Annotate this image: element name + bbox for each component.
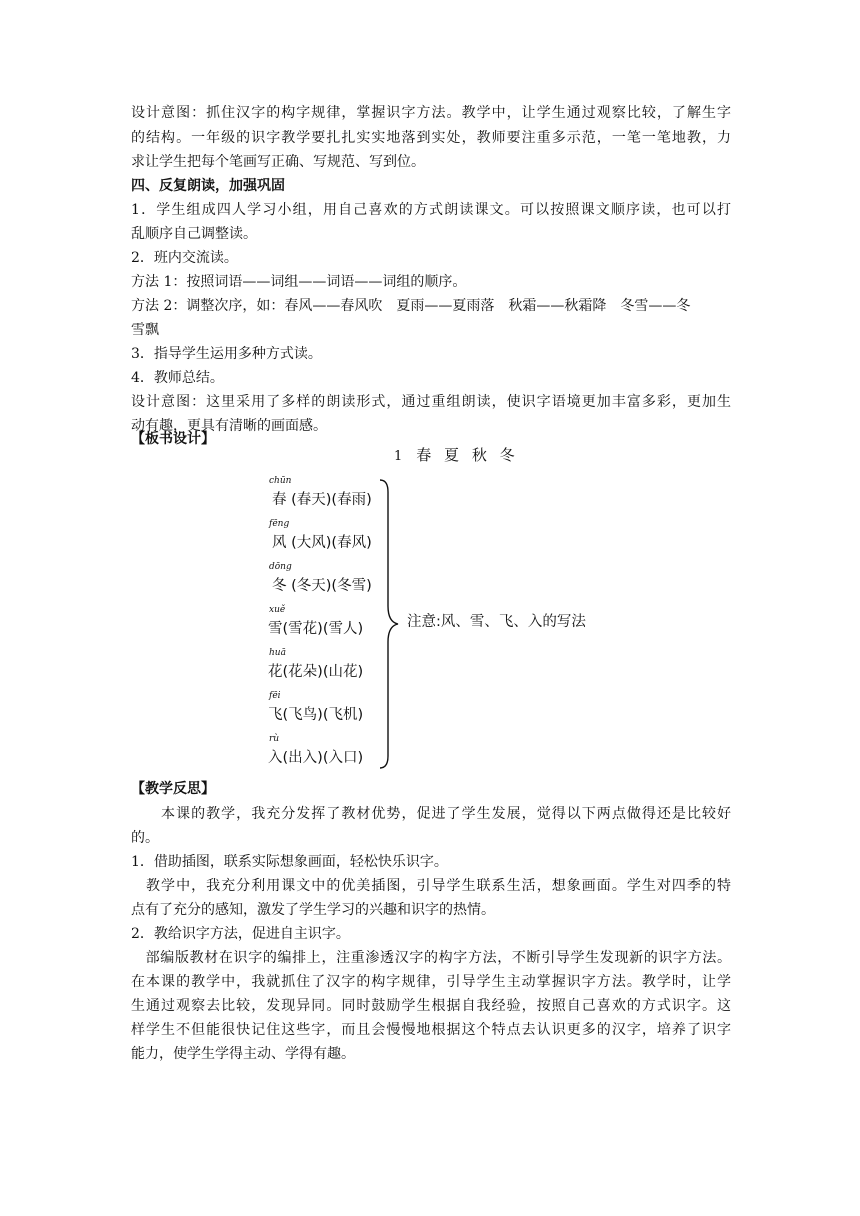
method-2-line-1: 方法 2：调整次序，如：春风——春风吹 夏雨——夏雨落 秋霜——秋霜降 冬雪——冬 — [131, 298, 691, 314]
section-4-heading: 四、反复朗读，加强巩固 — [131, 178, 285, 194]
design-intent-1-line-2: 的结构。一年级的识字教学要扎扎实实地落到实处，教师要注重多示范，一笔一笔地教，力 — [131, 130, 731, 146]
design-intent-1-line-3: 求让学生把每个笔画写正确、写规范、写到位。 — [131, 154, 425, 170]
reflection-point-2-line-2: 在本课的教学中，我就抓住了汉字的构字规律，引导学生主动掌握识字方法。教学时，让学 — [131, 974, 731, 990]
reflection-point-1-line-2: 点有了充分的感知，激发了学生学习的兴趣和识字的热情。 — [131, 902, 495, 918]
pinyin-fei: fēi — [269, 691, 281, 701]
reflection-point-2-title: 2．教给识字方法，促进自主识字。 — [131, 926, 350, 942]
reflection-intro-line-1: 本课的教学，我充分发挥了教材优势，促进了学生发展，觉得以下两点做得还是比较好 — [131, 806, 731, 822]
item-1-line-2: 乱顺序自己调整读。 — [131, 226, 257, 242]
method-1: 方法 1：按照词语——词组——词语——词组的顺序。 — [131, 274, 467, 290]
board-entry-ru: 入(出入)(入口) — [268, 750, 364, 766]
pinyin-hua: huā — [269, 648, 286, 658]
method-2-line-2: 雪飘 — [131, 322, 159, 338]
pinyin-ru: rù — [269, 734, 280, 744]
pinyin-feng: fēng — [269, 519, 290, 529]
reflection-intro-line-2: 的。 — [131, 830, 159, 846]
item-2: 2．班内交流读。 — [131, 250, 238, 266]
reflection-point-1-line-1: 教学中，我充分利用课文中的优美插图，引导学生联系生活，想象画面。学生对四季的特 — [131, 878, 731, 894]
reflection-point-1-title: 1．借助插图，联系实际想象画面，轻松快乐识字。 — [131, 854, 448, 870]
lesson-number: 1 — [394, 449, 403, 464]
reflection-point-2-line-1: 部编版教材在识字的编排上，注重渗透汉字的构字方法，不断引导学生发现新的识字方法。 — [131, 950, 731, 966]
board-note: 注意:风、雪、飞、入的写法 — [407, 614, 586, 630]
reflection-point-2-line-3: 生通过观察去比较，发现异同。同时鼓励学生根据自我经验，按照自己喜欢的方式识字。这 — [131, 998, 731, 1014]
board-title — [394, 445, 519, 467]
item-3: 3．指导学生运用多种方式读。 — [131, 346, 322, 362]
item-4: 4．教师总结。 — [131, 370, 224, 386]
pinyin-chun: chūn — [269, 476, 292, 486]
pinyin-xue: xuě — [269, 605, 286, 615]
board-entry-xue: 雪(雪花)(雪人) — [268, 621, 364, 637]
pinyin-dong: dōng — [269, 562, 292, 572]
board-entry-chun: 春 (春天)(春雨) — [272, 492, 372, 508]
board-heading: 【板书设计】 — [131, 431, 215, 447]
reflection-point-2-line-5: 能力，使学生学得主动、学得有趣。 — [131, 1046, 355, 1062]
design-intent-1-line-1: 设计意图：抓住汉字的构字规律，掌握识字方法。教学中，让学生通过观察比较，了解生字 — [131, 105, 731, 121]
reflection-heading: 【教学反思】 — [131, 781, 215, 797]
item-1-line-1: 1．学生组成四人学习小组，用自己喜欢的方式朗读课文。可以按照课文顺序读，也可以打 — [131, 202, 731, 218]
design-intent-2-line-1: 设计意图：这里采用了多样的朗读形式，通过重组朗读，使识字语境更加丰富多彩，更加生 — [131, 394, 731, 410]
board-entry-dong: 冬 (冬天)(冬雪) — [272, 578, 372, 594]
board-entry-fei: 飞(飞鸟)(飞机) — [268, 707, 364, 723]
reflection-point-2-line-4: 样学生不但能很快记住这些字，而且会慢慢地根据这个特点去认识更多的汉字，培养了识字 — [131, 1022, 731, 1038]
lesson-title: 春 夏 秋 冬 — [416, 446, 519, 464]
curly-brace — [378, 478, 408, 770]
design-intent-2-line-2: 动有趣，更具有清晰的画面感。 — [131, 418, 327, 434]
board-entry-hua: 花(花朵)(山花) — [268, 664, 364, 680]
board-entry-feng: 风 (大风)(春风) — [272, 535, 372, 551]
